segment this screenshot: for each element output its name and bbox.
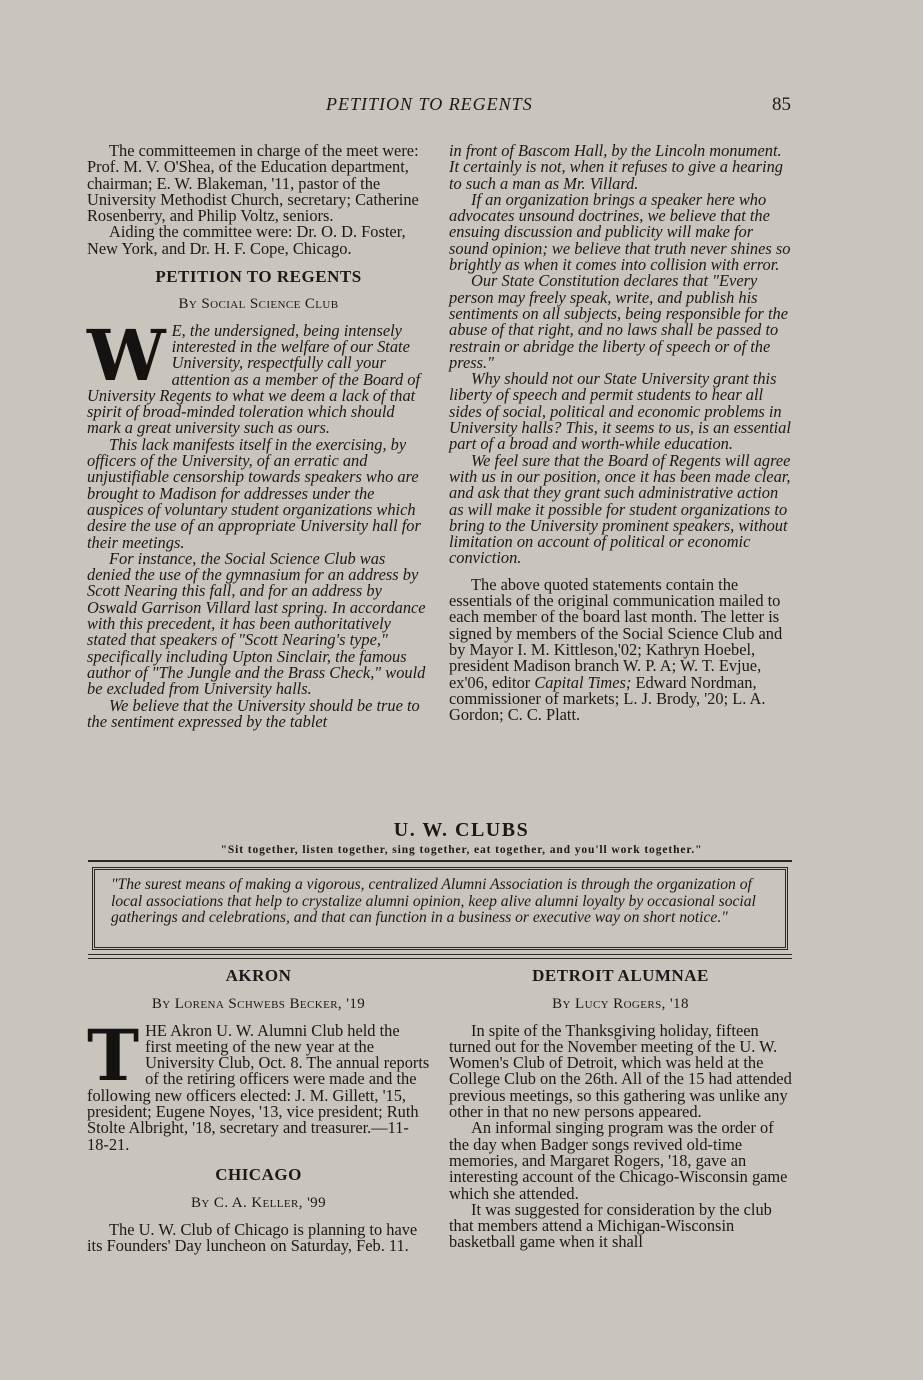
akron-paragraph <box>87 1013 430 1154</box>
alumni-quote-box <box>92 867 788 950</box>
petition-paragraph-1: E, the undersigned, being intensely interested in the welfare of our State University, respectfully call your attention as a member of the Board of University Regents to what we deem a lack of that spirit of broad-minded toleration which should mark a great university such as ours. <box>87 320 421 438</box>
chicago-body: The U. W. Club of Chicago is planning to have its Founders' Day luncheon on Saturday, Feb. 11. <box>87 1219 418 1255</box>
petition-drop-cap: W <box>87 313 166 397</box>
petition-byline: By Social Science Club <box>178 296 339 313</box>
right-column-clubs <box>449 968 792 1251</box>
petition-paragraph-2: This lack manifests itself in the exercising, by officers of the University, of an erratic and unjustifiable censorship towards speakers who are brought to Madison for addresses under the auspices of voluntary student organizations which desire the use of an appropriate University hall for their meetings. <box>87 434 421 552</box>
petition-paragraph-5: If an organization brings a speaker here who advocates unsound doctrines, we believe that the ensuing discussion and publicity will make for sound opinion; we believe that truth never shines so brightly as when it comes into collision with error. <box>449 189 791 275</box>
clubs-motto: "Sit together, listen together, sing together, eat together, and you'll work together." <box>220 844 703 856</box>
petition-body <box>87 313 430 731</box>
closing-paragraph <box>449 574 792 725</box>
chicago-title: CHICAGO <box>215 1164 302 1184</box>
committee-paragraph-1: The committeemen in charge of the meet were: Prof. M. V. O'Shea, of the Education department, chairman; E. W. Blakeman, '11, pastor of the University Methodist Church, secretary; Catherine Rosenberry, and Philip Voltz, seniors. <box>87 141 419 226</box>
detroit-paragraph-3: It was suggested for consideration by the club that members attend a Michigan-Wisconsin basketball game when it shall <box>449 1199 772 1252</box>
petition-paragraph-8: We feel sure that the Board of Regents will agree with us in our position, once it has been made clear, and ask that they grant such administrative action as will make it possible for student organizations to bring to the University prominent speakers, without limitation on account of political or economic conviction. <box>449 450 791 568</box>
closing-text: The above quoted statements contain the essentials of the original communication mailed to each member of the board last month. The letter is signed by members of the Social Science Club and by Mayor I. M. Kittleson,'02; Kathryn Hoebel, president Madison branch W. P. A; W. T. Evjue, ex'06, editor <box>449 574 783 692</box>
akron-body: HE Akron U. W. Alumni Club held the first meeting of the new year at the University Club, Oct. 8. The annual reports of the retiring officers were made and the following new officers elected: J. M. Gillett, '15, president; Eugene Noyes, '13, vice president; Ruth Stolte Albright, '18, secretary and treasurer.—11-18-21. <box>87 1020 430 1154</box>
committee-paragraph-2: Aiding the committee were: Dr. O. D. Foster, New York, and Dr. H. F. Cope, Chicago. <box>87 222 406 258</box>
petition-paragraph-6: Our State Constitution declares that "Every person may freely speak, write, and publish his sentiments on all subjects, being responsible for the abuse of that right, and no laws shall be passed to restrain or abridge the liberty of speech or of the press." <box>449 271 789 372</box>
petition-paragraph-4: We believe that the University should be true to the sentiment expressed by the tablet <box>87 695 420 731</box>
detroit-title: DETROIT ALUMNAE <box>532 966 709 985</box>
petition-body-continued <box>449 143 792 567</box>
alumni-quote: "The surest means of making a vigorous, centralized Alumni Association is through the organization of local associations that help to crystalize alumni opinion, keep alive alumni loyalty by occasional social gatherings and celebrations, and that can function in a business or executive way on short notice." <box>111 876 756 926</box>
akron-title: AKRON <box>225 966 292 985</box>
left-column <box>87 143 430 730</box>
clubs-title: U. W. CLUBS <box>393 819 530 841</box>
capital-times: Capital Times; <box>534 672 632 692</box>
petition-paragraph-4-continued: in front of Bascom Hall, by the Lincoln monument. It certainly is not, when it refuses to give a hearing to such a man as Mr. Villard. <box>449 141 783 193</box>
running-head <box>0 94 923 118</box>
detroit-paragraph-2: An informal singing program was the order of the day when Badger songs revived old-time memories, and Margaret Rogers, '18, gave an interesting account of the Chicago-Wisconsin game which she attended. <box>449 1118 788 1203</box>
akron-byline: By Lorena Schwebs Becker, '19 <box>151 996 366 1013</box>
left-column-clubs <box>87 968 430 1254</box>
divider-double-rule <box>88 954 792 959</box>
detroit-paragraph-1: In spite of the Thanksgiving holiday, fifteen turned out for the November meeting of the U. W. Women's Club of Detroit, which was held at the College Club on the 26th. All of the 15 had attended previous meetings, so this gathering was unlike any other in that no new persons appeared. <box>449 1020 792 1122</box>
page-number: 85 <box>772 94 791 115</box>
running-head-title: PETITION TO REGENTS <box>326 94 533 114</box>
petition-paragraph-3: For instance, the Social Science Club was denied the use of the gymnasium for an address by Scott Nearing this fall, and for an address by Oswald Garrison Villard last spring. In accordance with this precedent, it has been authoritatively stated that speakers of "Scott Nearing's type," specifically including Upton Sinclair, the famous author of "The Jungle and the Brass Check," would be excluded from University halls. <box>87 548 426 699</box>
chicago-byline: By C. A. Keller, '99 <box>191 1195 326 1212</box>
divider-rule <box>88 860 792 862</box>
detroit-byline: By Lucy Rogers, '18 <box>552 996 689 1013</box>
closing-text-end: Edward Nordman, commissioner of markets; L. J. Brody, '20; L. A. Gordon; C. C. Platt. <box>449 672 766 725</box>
right-column <box>449 143 792 723</box>
akron-drop-cap: T <box>87 1013 140 1097</box>
petition-title: PETITION TO REGENTS <box>155 267 362 287</box>
petition-paragraph-7: Why should not our State University grant this liberty of speech and permit students to hear all sides of social, political and economic problems in University halls? This, it seems to us, is an essential part of a broad and worth-while education. <box>449 369 791 454</box>
